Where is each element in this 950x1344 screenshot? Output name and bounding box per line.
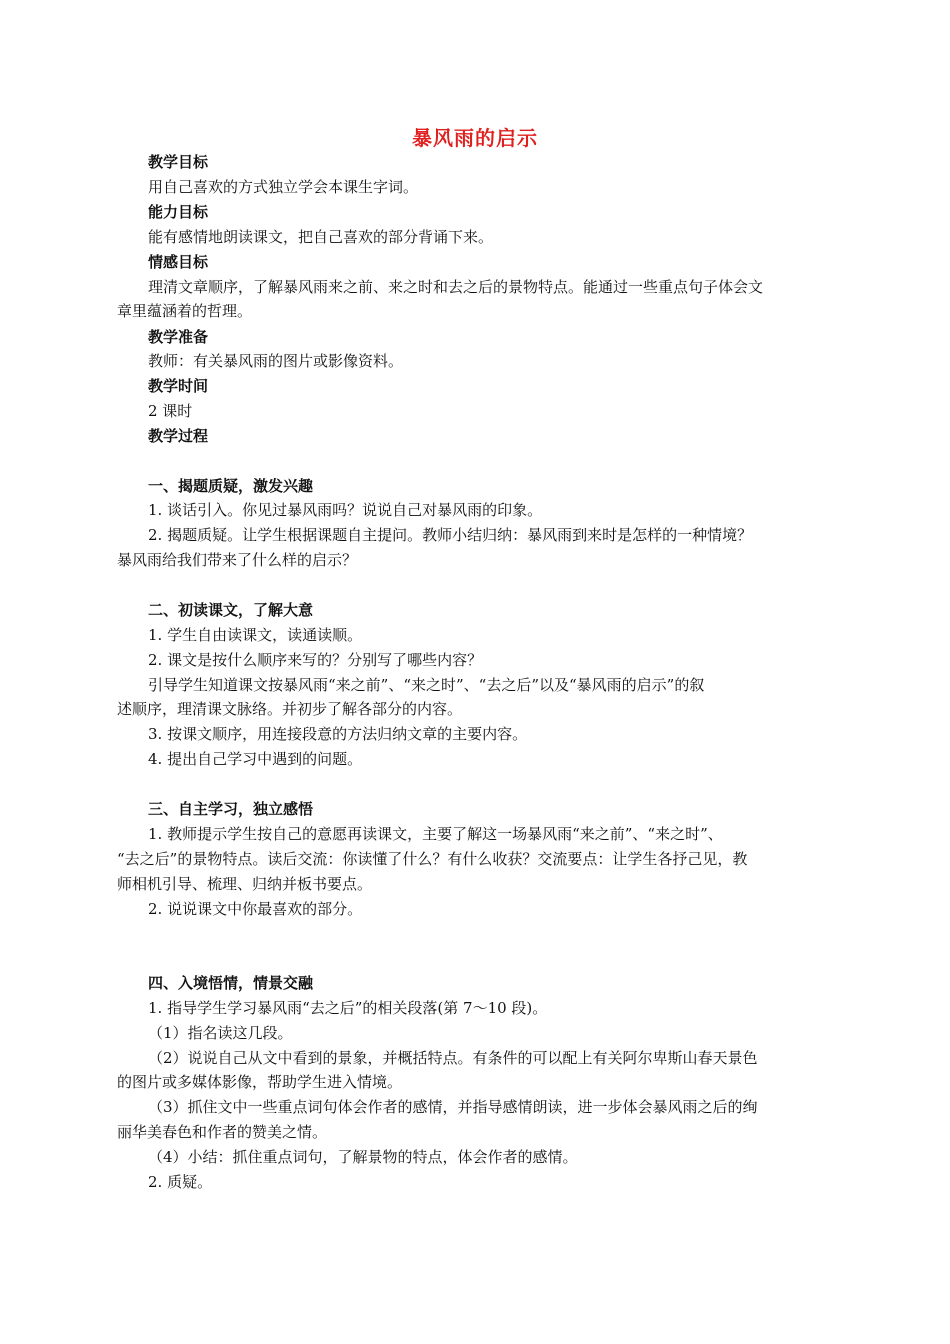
section3-item: 2. 说说课文中你最喜欢的部分。 (148, 900, 363, 918)
emotion-text-line2: 章里蕴涵着的哲理。 (117, 302, 253, 320)
section1-heading: 一、揭题质疑，激发兴趣 (148, 477, 314, 495)
section3-item-cont: 师相机引导、梳理、归纳并板书要点。 (117, 875, 373, 893)
ability-text: 能有感情地朗读课文，把自己喜欢的部分背诵下来。 (148, 228, 494, 246)
section4-item: （4）小结：抓住重点词句，了解景物的特点，体会作者的感情。 (148, 1148, 578, 1166)
section4-heading: 四、入境悟情，情景交融 (148, 974, 314, 992)
section2-item: 1. 学生自由读课文，读通读顺。 (148, 626, 363, 644)
section2-item-cont: 述顺序，理清课文脉络。并初步了解各部分的内容。 (117, 700, 463, 718)
section4-item: 2. 质疑。 (148, 1173, 213, 1191)
heading-ability-goals: 能力目标 (148, 203, 209, 221)
time-text: 2 课时 (148, 402, 193, 420)
section2-item: 4. 提出自己学习中遇到的问题。 (148, 750, 363, 768)
emotion-text-line1: 理清文章顺序，了解暴风雨来之前、来之时和去之后的景物特点。能通过一些重点句子体会文 (148, 278, 764, 296)
section3-heading: 三、自主学习，独立感悟 (148, 800, 314, 818)
section2-item: 引导学生知道课文按暴风雨“来之前”、“来之时”、“去之后”以及“暴风雨的启示”的叙 (148, 676, 705, 694)
section1-item: 1. 谈话引入。你见过暴风雨吗？说说自己对暴风雨的印象。 (148, 501, 543, 519)
section2-item: 2. 课文是按什么顺序来写的？分别写了哪些内容？ (148, 651, 483, 669)
document-title: 暴风雨的启示 (412, 126, 538, 150)
section4-item-cont: 的图片或多媒体影像，帮助学生进入情境。 (117, 1073, 403, 1091)
heading-process: 教学过程 (148, 427, 209, 445)
goal-text: 用自己喜欢的方式独立学会本课生字词。 (148, 178, 419, 196)
section4-item: （3）抓住文中一些重点词句体会作者的感情，并指导感情朗读，进一步体会暴风雨之后的绚 (148, 1098, 758, 1116)
section4-item: （1）指名读这几段。 (148, 1024, 293, 1042)
section2-item: 3. 按课文顺序，用连接段意的方法归纳文章的主要内容。 (148, 725, 528, 743)
heading-preparation: 教学准备 (148, 328, 209, 346)
heading-time: 教学时间 (148, 377, 209, 395)
heading-emotion-goals: 情感目标 (148, 253, 209, 271)
section3-item: 1. 教师提示学生按自己的意愿再读课文，主要了解这一场暴风雨“来之前”、“来之时”、 (148, 825, 723, 843)
preparation-text: 教师：有关暴风雨的图片或影像资料。 (148, 352, 404, 370)
section4-item: 1. 指导学生学习暴风雨“去之后”的相关段落(第 7～10 段)。 (148, 999, 548, 1017)
section1-item-cont: 暴风雨给我们带来了什么样的启示？ (117, 551, 358, 569)
section3-item-cont: “去之后”的景物特点。读后交流：你读懂了什么？有什么收获？交流要点：让学生各抒己见，教 (117, 850, 748, 868)
section2-heading: 二、初读课文，了解大意 (148, 601, 314, 619)
section4-item-cont: 丽华美春色和作者的赞美之情。 (117, 1123, 328, 1141)
section1-item: 2. 揭题质疑。让学生根据课题自主提问。教师小结归纳：暴风雨到来时是怎样的一种情境？ (148, 526, 753, 544)
heading-teaching-goals: 教学目标 (148, 153, 209, 171)
section4-item: （2）说说自己从文中看到的景象，并概括特点。有条件的可以配上有关阿尔卑斯山春天景色 (148, 1049, 758, 1067)
